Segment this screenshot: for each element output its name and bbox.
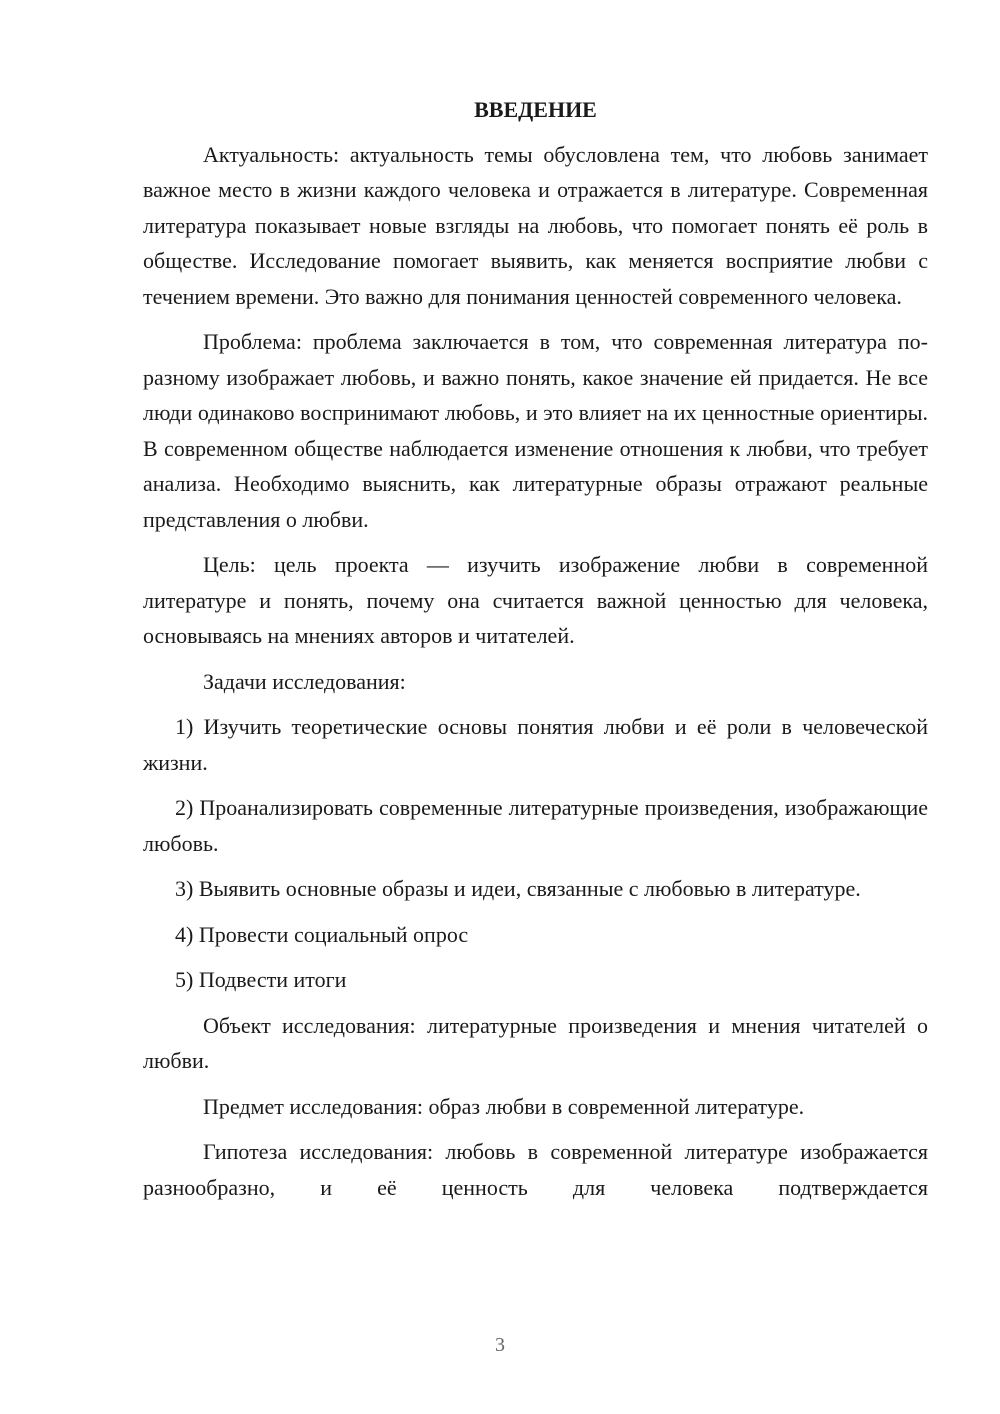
page-content [143, 92, 928, 1215]
task-item-4: 4) Провести социальный опрос [175, 921, 469, 947]
paragraph-relevance: Актуальность: актуальность темы обусловлена тем, что любовь занимает важное место в жизни каждого человека и отражается в литературе. Современная литература показывает новые взгляды на любовь, что помогает понять её роль в обществе. Исследование помогает выявить, как меняется восприятие любви с течением времени. Это важно для понимания ценностей современного человека. [143, 141, 928, 309]
task-item-3: 3) Выявить основные образы и идеи, связанные с любовью в литературе. [175, 876, 861, 901]
task-item-2: 2) Проанализировать современные литературные произведения, изображающие любовь. [143, 795, 928, 856]
task-item-5: 5) Подвести итоги [175, 967, 347, 992]
page-number: 3 [495, 1334, 505, 1356]
paragraph-goal: Цель: цель проекта — изучить изображение любви в современной литературе и понять, почему она считается важной ценностью для человека, основываясь на мнениях авторов и читателей. [143, 552, 928, 648]
task-item-1: 1) Изучить теоретические основы понятия любви и её роли в человеческой жизни. [143, 714, 928, 775]
tasks-heading: Задачи исследования: [203, 668, 406, 694]
paragraph-subject: Предмет исследования: образ любви в современной литературе. [203, 1093, 805, 1119]
paragraph-object: Объект исследования: литературные произведения и мнения читателей о любви. [143, 1012, 928, 1073]
paragraph-hypothesis: Гипотеза исследования: любовь в современной литературе изображается разнообразно, и её ценность для человека подтверждается [143, 1139, 928, 1200]
section-title: ВВЕДЕНИЕ [474, 97, 597, 122]
paragraph-problem: Проблема: проблема заключается в том, что современная литература по-разному изображает любовь, и важно понять, какое значение ей придается. Не все люди одинаково воспринимают любовь, и это влияет на их ценностные ориентиры. В современном обществе наблюдается изменение отношения к любви, что требует анализа. Необходимо выяснить, как литературные образы отражают реальные представления о любви. [143, 329, 928, 532]
